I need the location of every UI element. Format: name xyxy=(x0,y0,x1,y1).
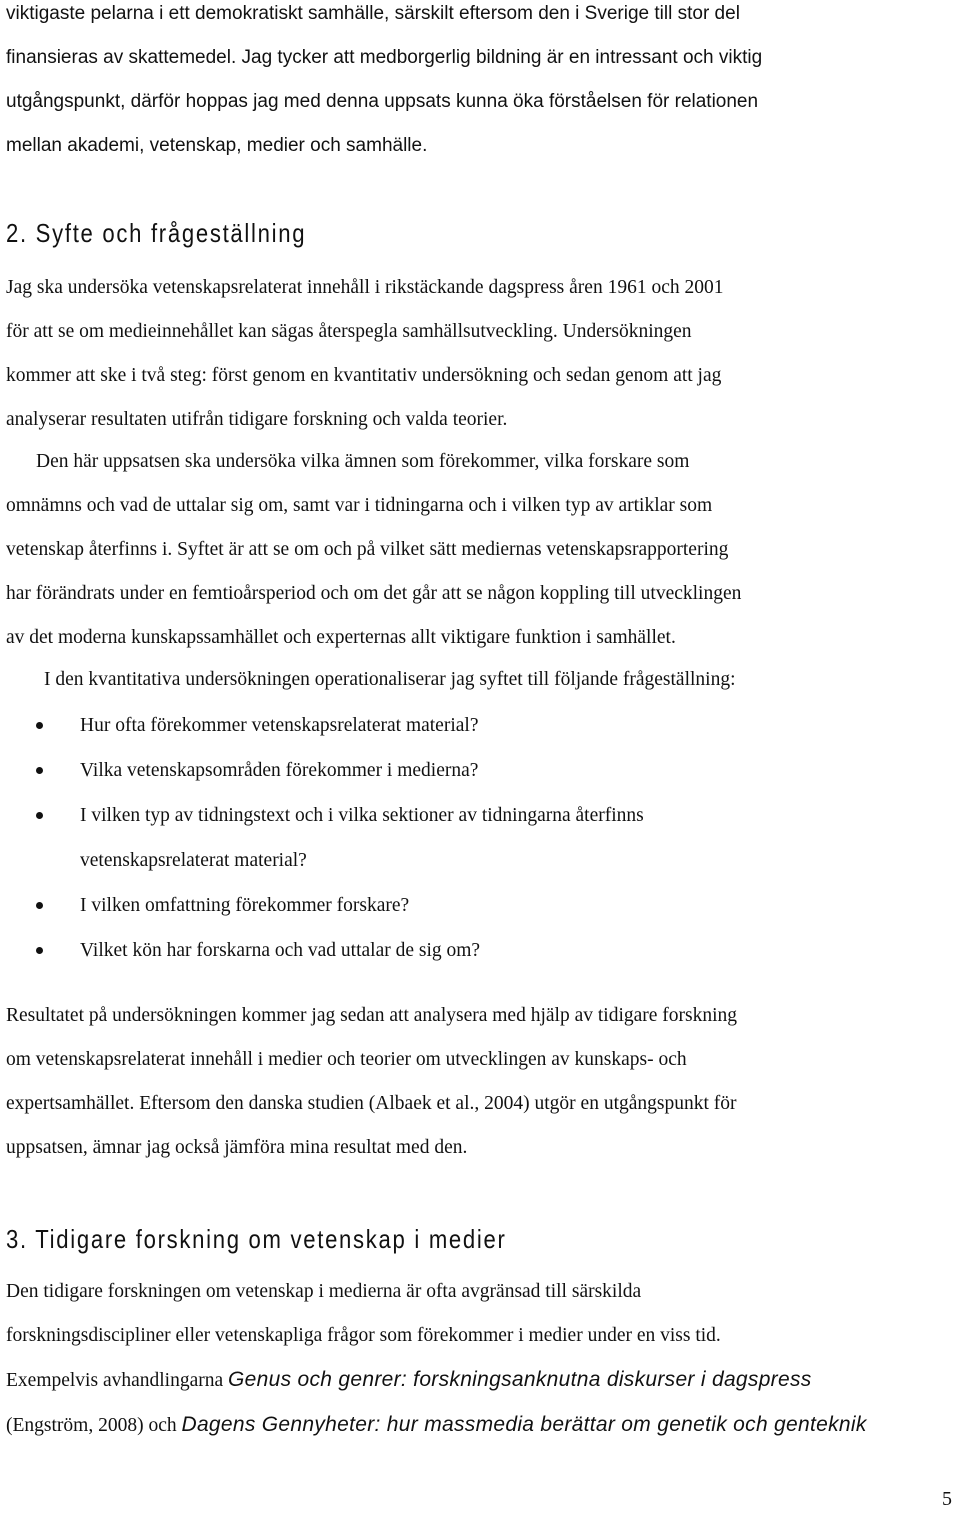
section-3-heading: 3. Tidigare forskning om vetenskap i medier xyxy=(6,1224,507,1254)
text-line: kommer att ske i två steg: först genom en kvantitativ undersökning och sedan genom att jag xyxy=(6,365,722,386)
intro-paragraph xyxy=(6,0,956,168)
text-line: vetenskapsrelaterat material? xyxy=(80,850,307,871)
text-line: Den tidigare forskningen om vetenskap i medierna är ofta avgränsad till särskilda xyxy=(6,1281,642,1302)
bullet-icon xyxy=(36,902,43,909)
section-2-paragraph-1 xyxy=(6,266,956,442)
thesis-title: Dagens Gennyheter: hur massmedia berättar om genetik och genteknik xyxy=(181,1413,867,1436)
list-item xyxy=(6,703,956,748)
text-line: Vilka vetenskapsområden förekommer i medierna? xyxy=(80,760,479,781)
section-2-heading: 2. Syfte och frågeställning xyxy=(6,218,307,248)
bullet-icon xyxy=(36,947,43,954)
text-line: I vilken omfattning förekommer forskare? xyxy=(80,895,410,916)
text-line: för att se om medieinnehållet kan sägas återspegla samhällsutveckling. Undersökningen xyxy=(6,321,692,342)
section-2-paragraph-2 xyxy=(6,440,956,660)
text-line: vetenskap återfinns i. Syftet är att se om och på vilket sätt mediernas vetenskapsrapportering xyxy=(6,539,729,560)
text-line: viktigaste pelarna i ett demokratiskt samhälle, särskilt eftersom den i Sverige till stor del xyxy=(6,3,740,24)
text-line: av det moderna kunskapssamhället och experternas allt viktigare funktion i samhället. xyxy=(6,627,676,648)
page-number: 5 xyxy=(942,1488,952,1510)
section-2-paragraph-4 xyxy=(6,994,956,1170)
text-line: Hur ofta förekommer vetenskapsrelaterat material? xyxy=(80,715,479,736)
bullet-icon xyxy=(36,722,43,729)
text-line: har förändrats under en femtioårsperiod och om det går att se någon koppling till utvecklingen xyxy=(6,583,742,604)
list-item xyxy=(6,793,956,883)
list-item xyxy=(6,748,956,793)
text-line: I vilken typ av tidningstext och i vilka sektioner av tidningarna återfinns xyxy=(80,805,644,826)
text-line: analyserar resultaten utifrån tidigare forskning och valda teorier. xyxy=(6,409,508,430)
text-line: uppsatsen, ämnar jag också jämföra mina resultat med den. xyxy=(6,1137,468,1158)
text-line: mellan akademi, vetenskap, medier och samhälle. xyxy=(6,135,428,156)
text-line xyxy=(6,1403,956,1448)
text-line: Jag ska undersöka vetenskapsrelaterat innehåll i rikstäckande dagspress åren 1961 och 2001 xyxy=(6,277,724,298)
section-3-paragraph-1 xyxy=(6,1270,956,1448)
text-line: Den här uppsatsen ska undersöka vilka ämnen som förekommer, vilka forskare som xyxy=(36,451,690,472)
list-item xyxy=(6,928,956,973)
list-item xyxy=(6,883,956,928)
section-2-paragraph-3 xyxy=(6,658,956,702)
text-line: omnämns och vad de uttalar sig om, samt var i tidningarna och i vilken typ av artiklar som xyxy=(6,495,713,516)
text-line: om vetenskapsrelaterat innehåll i medier och teorier om utvecklingen av kunskaps- och xyxy=(6,1049,687,1070)
bullet-icon xyxy=(36,767,43,774)
text-line: Vilket kön har forskarna och vad uttalar de sig om? xyxy=(80,940,481,961)
text-segment: Exempelvis avhandlingarna xyxy=(6,1370,229,1391)
text-line: Resultatet på undersökningen kommer jag sedan att analysera med hjälp av tidigare forskning xyxy=(6,1005,738,1026)
text-line: finansieras av skattemedel. Jag tycker att medborgerlig bildning är en intressant och viktig xyxy=(6,47,763,68)
thesis-title: Genus och genrer: forskningsanknutna diskurser i dagspress xyxy=(228,1368,812,1391)
text-line: forskningsdiscipliner eller vetenskapliga frågor som förekommer i medier under en viss tid. xyxy=(6,1325,721,1346)
text-line: I den kvantitativa undersökningen operationaliserar jag syftet till följande frågeställning: xyxy=(44,669,736,690)
text-segment: (Engström, 2008) och xyxy=(6,1415,182,1436)
question-list xyxy=(6,703,956,973)
text-line: expertsamhället. Eftersom den danska studien (Albaek et al., 2004) utgör en utgångspunkt för xyxy=(6,1093,737,1114)
bullet-icon xyxy=(36,812,43,819)
text-line xyxy=(6,1358,956,1403)
text-line: utgångspunkt, därför hoppas jag med denna uppsats kunna öka förståelsen för relationen xyxy=(6,91,759,112)
